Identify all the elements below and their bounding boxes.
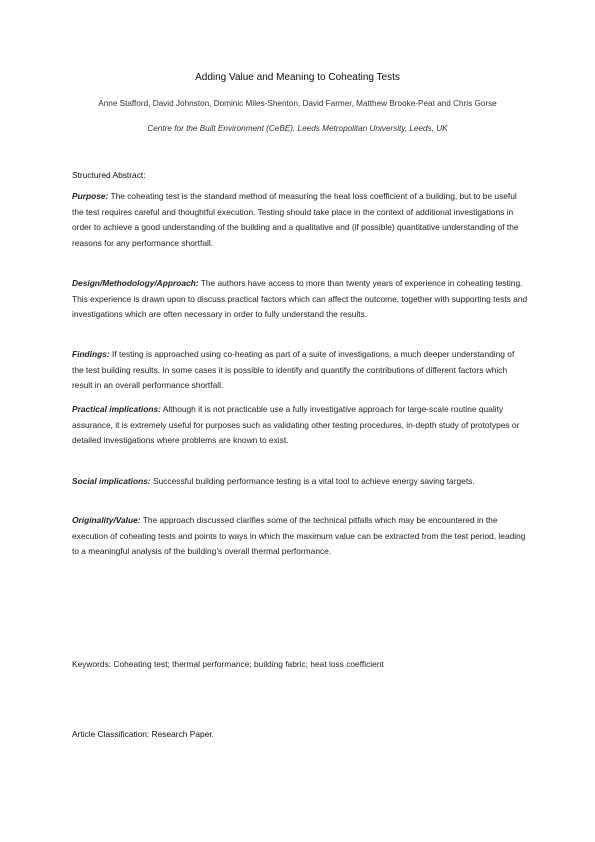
paper-title: Adding Value and Meaning to Coheating Tests — [195, 72, 400, 83]
abstract-purpose — [72, 189, 528, 251]
section-label: Findings: — [72, 349, 110, 359]
abstract-practical-implications — [72, 402, 528, 449]
keywords-label: Keywords: — [72, 659, 112, 669]
section-text: Successful building performance testing is a vital tool to achieve energy saving targets. — [150, 476, 475, 486]
section-text: If testing is approached using co-heating as part of a suite of investigations, a much deeper understanding of the test building results. In some cases it is possible to identify and quantify the contributions of different factors which result in an overall performance shortfall. — [72, 349, 515, 391]
author-affiliation: Centre for the Built Environment (CeBE), Leeds Metropolitan University, Leeds, UK — [147, 124, 448, 133]
section-label: Originality/Value: — [72, 515, 141, 525]
keywords-line — [72, 659, 384, 669]
author-list: Anne Stafford, David Johnston, Dominic Miles-Shenton, David Farmer, Matthew Brooke-Peat and Chris Gorse — [98, 99, 497, 108]
keywords-text: Coheating test; thermal performance; building fabric; heat loss coefficient — [111, 659, 384, 669]
section-text: Although it is not practicable use a fully investigative approach for large-scale routine quality assurance, it is extremely useful for purposes such as validating other testing procedures, in-depth study of prototypes or detailed investigations where problems are known to exist. — [72, 404, 520, 446]
section-label: Purpose: — [72, 191, 109, 201]
section-text: The coheating test is the standard method of measuring the heat loss coefficient of a building, but to be useful the test requires careful and thoughtful execution. Testing should take place in the context of additional investigations in order to achieve a good understanding of the building and a qualitative and (if possible) quantitative understanding of the reasons for any performance shortfall. — [72, 191, 519, 248]
abstract-design-methodology — [72, 276, 528, 323]
abstract-findings — [72, 347, 528, 394]
abstract-originality-value — [72, 513, 528, 560]
abstract-social-implications — [72, 474, 528, 490]
abstract-heading: Structured Abstract: — [72, 170, 146, 180]
section-text: The approach discussed clarifies some of the technical pitfalls which may be encountered in the execution of coheating tests and points to ways in which the maximum value can be extracted from the test period, leading to a meaningful analysis of the building’s overall thermal performance. — [72, 515, 526, 557]
section-text: The authors have access to more than twenty years of experience in coheating testing. This experience is drawn upon to discuss practical factors which can affect the outcome, together with supporting tests and investigations which are often necessary in order to fully understand the results. — [72, 278, 528, 320]
section-label: Social implications: — [72, 476, 151, 486]
section-label: Design/Methodology/Approach: — [72, 278, 199, 288]
section-label: Practical implications: — [72, 404, 161, 414]
article-classification: Article Classification: Research Paper. — [72, 729, 214, 739]
